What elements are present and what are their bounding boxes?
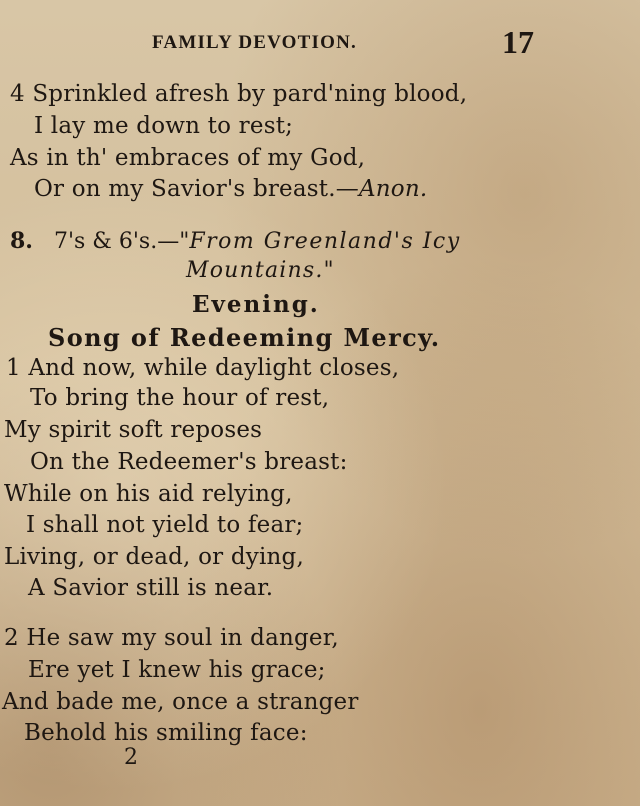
tune-name-part2: Mountains." xyxy=(186,258,335,283)
hymn-meter: 7's & 6's.—" xyxy=(53,229,190,254)
stanza2-line-2: Ere yet I knew his grace; xyxy=(28,657,326,683)
hymn-title: Song of Redeeming Mercy. xyxy=(48,323,441,352)
prev-stanza-line-4 xyxy=(34,175,427,203)
stanza1-line-2: To bring the hour of rest, xyxy=(30,385,330,411)
hymn-number: 8. xyxy=(10,228,33,254)
stanza1-line-4: On the Redeemer's breast: xyxy=(30,449,348,475)
stanza1-line-3: My spirit soft reposes xyxy=(4,417,263,443)
prev-stanza-line-3: As in th' embraces of my God, xyxy=(10,145,366,171)
tune-name-part2-line xyxy=(186,258,335,283)
stanza1-line-8: A Savior still is near. xyxy=(28,575,274,601)
running-title: FAMILY DEVOTION. xyxy=(152,32,357,53)
stanza1-line-6: I shall not yield to fear; xyxy=(26,512,304,538)
stanza2-line-1: 2 He saw my soul in danger, xyxy=(4,625,339,651)
section-heading: Evening. xyxy=(192,291,320,318)
stanza2-line-4: Behold his smiling face: xyxy=(24,720,308,746)
hymn-meter-line xyxy=(10,228,461,254)
attribution: Anon. xyxy=(358,176,428,202)
stanza1-line-7: Living, or dead, or dying, xyxy=(4,544,304,570)
prev-stanza-line-1: 4 Sprinkled afresh by pard'ning blood, xyxy=(10,81,468,107)
tune-name-part1: From Greenland's Icy xyxy=(189,229,461,254)
signature-mark: 2 xyxy=(124,745,138,770)
stanza2-line-3: And bade me, once a stranger xyxy=(2,689,359,715)
stanza1-line-5: While on his aid relying, xyxy=(4,481,293,507)
prev-stanza-line-4-text: Or on my Savior's breast.— xyxy=(34,176,359,202)
prev-stanza-line-2: I lay me down to rest; xyxy=(34,113,294,139)
page-number: 17 xyxy=(502,24,534,60)
stanza1-line-1: 1 And now, while daylight closes, xyxy=(6,355,400,381)
